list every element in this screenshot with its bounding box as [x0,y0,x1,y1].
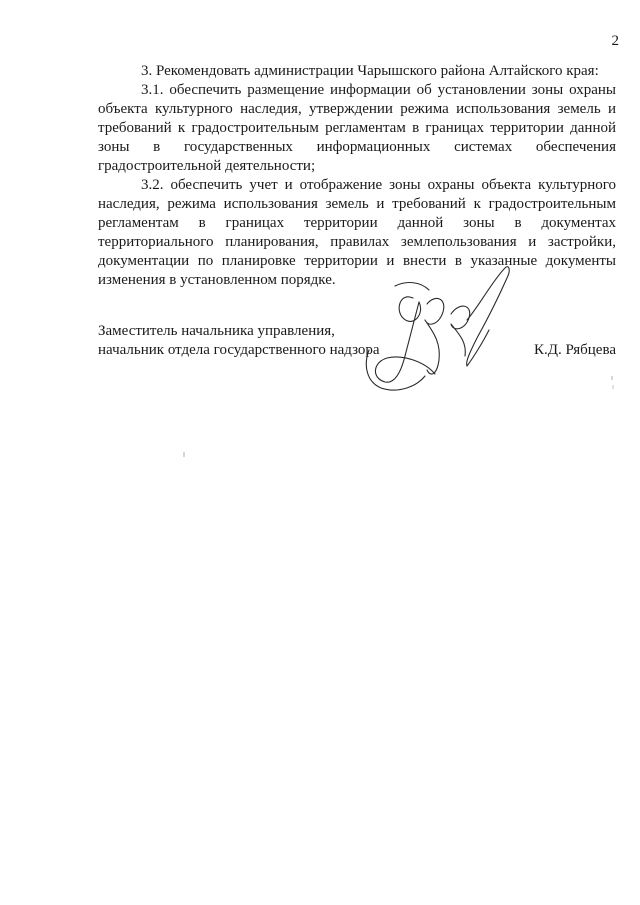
paragraph-3-1: 3.1. обеспечить размещение информации об установлении зоны охраны объекта культурного наследия, утверждении режима использования земель и требований к градостроительным регламентам в границах территории данной зоны в государственных информационных системах обеспечения градостроительной деятельности; [98,82,616,174]
handwritten-signature-icon [355,258,525,398]
signer-position-line-2: начальник отдела государственного надзора [98,342,380,358]
signer-position-line-1: Заместитель начальника управления, [98,323,335,339]
signer-name: К.Д. Рябцева [533,342,616,358]
paragraph-3-2: 3.2. обеспечить учет и отображение зоны охраны объекта культурного наследия, режима использования земель и требований к градостроительным регламентам в границах территории данной зоны в документах территориального планирования, правилах землепользования и застройки, документации по планировке территории и внести в указанные документы изменения в установленном порядке. [98,177,616,288]
document-body [98,62,616,290]
paragraph-recommendation: 3. Рекомендовать администрации Чарышского района Алтайского края: [141,63,599,79]
page-number: 2 [611,33,619,49]
